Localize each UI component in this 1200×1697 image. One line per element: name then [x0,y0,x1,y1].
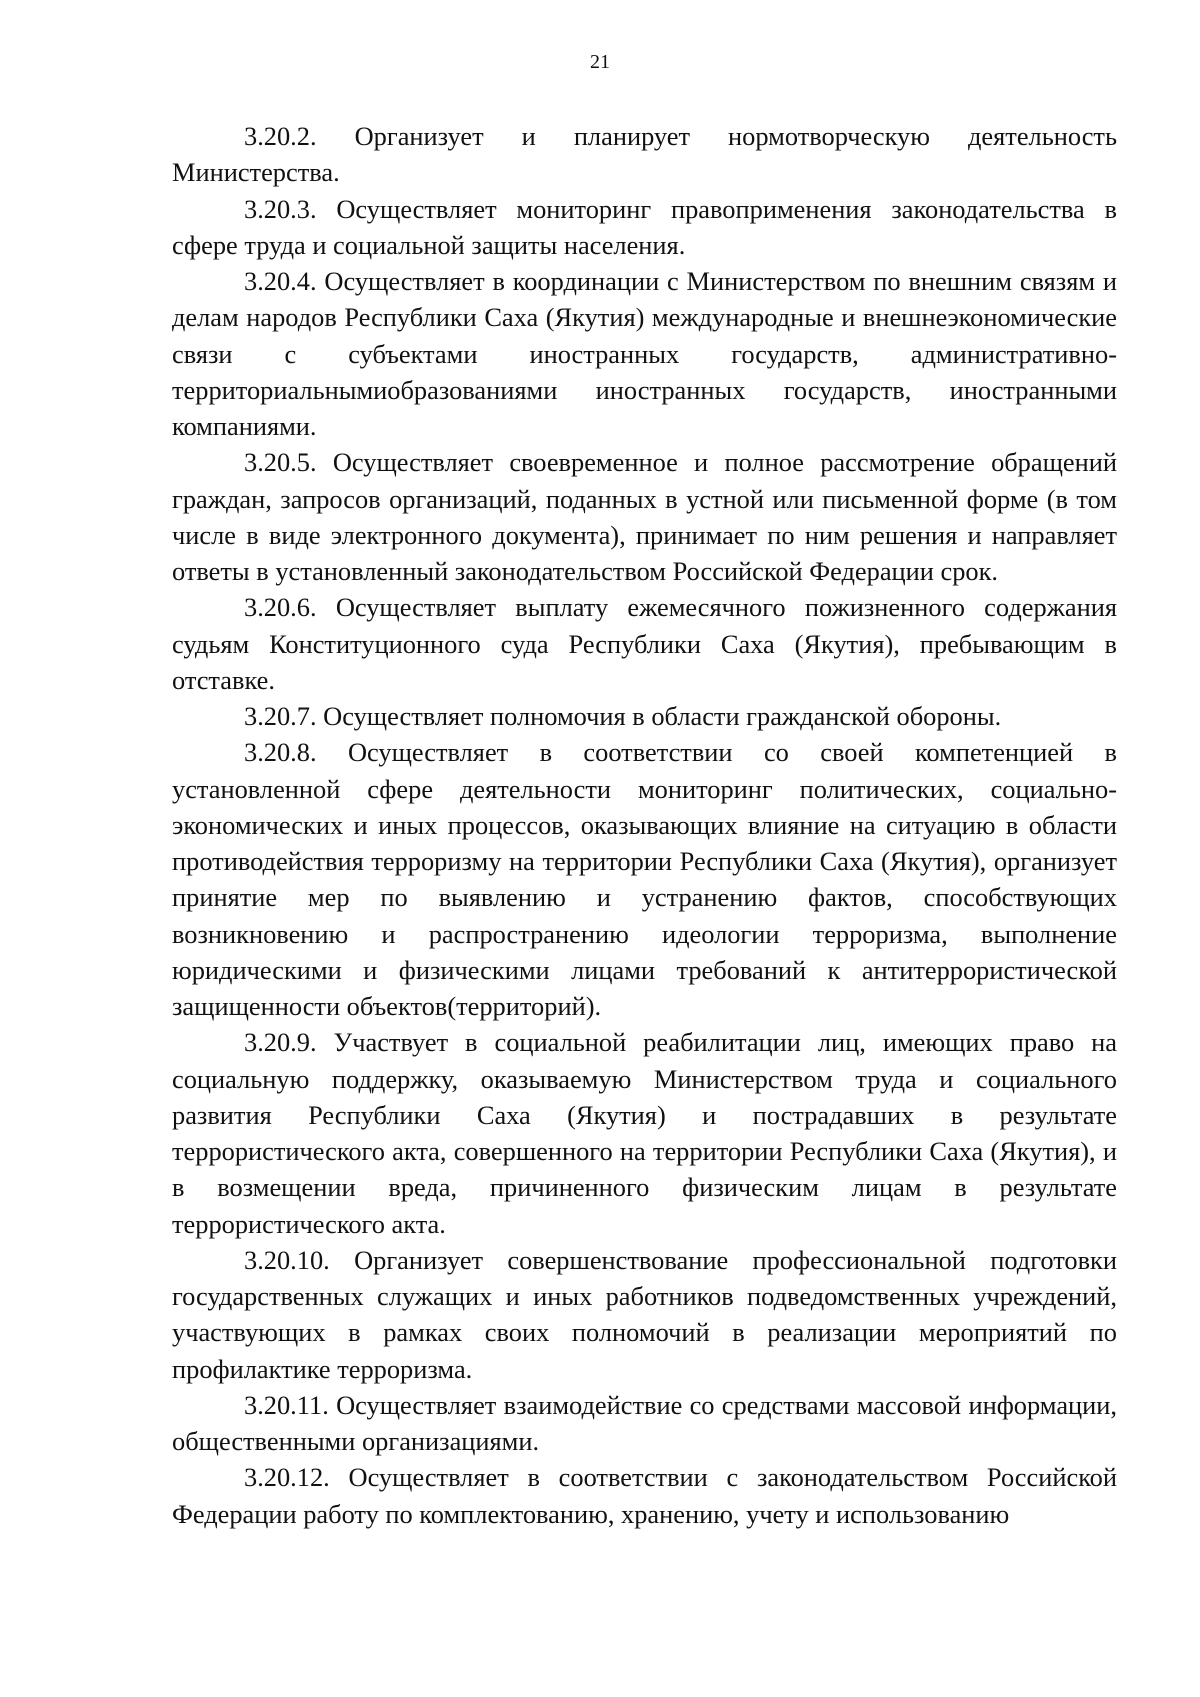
paragraph-3-20-8: 3.20.8. Осуществляет в соответствии со своей компетенцией в установленной сфере деятельности мониторинг политических, социально-экономических и иных процессов, оказывающих влияние на ситуацию в области противодействия терроризму на территории Республики Саха (Якутия), организует принятие мер по выявлению и устранению фактов, способствующих возникновению и распространению идеологии терроризма, выполнение юридическими и физическими лицами требований к антитеррористической защищенности объектов(территорий). [172,737,1117,1021]
paragraph-3-20-12: 3.20.12. Осуществляет в соответствии с законодательством Российской Федерации работу по комплектованию, хранению, учету и использованию [172,1462,1117,1529]
paragraph-3-20-11: 3.20.11. Осуществляет взаимодействие со средствами массовой информации, общественными организациями. [172,1389,1117,1456]
paragraph-3-20-5: 3.20.5. Осуществляет своевременное и полное рассмотрение обращений граждан, запросов организаций, поданных в устной или письменной форме (в том числе в виде электронного документа), принимает по ним решения и направляет ответы в установленный законодательством Российской Федерации срок. [172,447,1117,586]
paragraph-3-20-6: 3.20.6. Осуществляет выплату ежемесячного пожизненного содержания судьям Конституционного суда Республики Саха (Якутия), пребывающим в отставке. [172,592,1117,695]
paragraph-3-20-3: 3.20.3. Осуществляет мониторинг правоприменения законодательства в сфере труда и социальной защиты населения. [172,193,1117,260]
page-number: 21 [590,51,610,73]
paragraph-3-20-4: 3.20.4. Осуществляет в координации с Министерством по внешним связям и делам народов Республики Саха (Якутия) международные и внешнеэкономические связи с субъектами иностранных государств, административно-территориальнымиобразованиями иностранных государств, иностранными компаниями. [172,266,1117,441]
paragraph-3-20-9: 3.20.9. Участвует в социальной реабилитации лиц, имеющих право на социальную поддержку, оказываемую Министерством труда и социального развития Республики Саха (Якутия) и пострадавших в результате террористического акта, совершенного на территории Республики Саха (Якутия), и в возмещении вреда, причиненного физическим лицам в результате террористического акта. [172,1027,1117,1239]
paragraph-3-20-7: 3.20.7. Осуществляет полномочия в области гражданской обороны. [244,701,1002,731]
paragraph-3-20-10: 3.20.10. Организует совершенствование профессиональной подготовки государственных служащих и иных работников подведомственных учреждений, участвующих в рамках своих полномочий в реализации мероприятий по профилактике терроризма. [172,1244,1117,1384]
document-body [172,118,1117,1532]
paragraph-3-20-2: 3.20.2. Организует и планирует нормотворческую деятельность Министерства. [172,121,1117,188]
